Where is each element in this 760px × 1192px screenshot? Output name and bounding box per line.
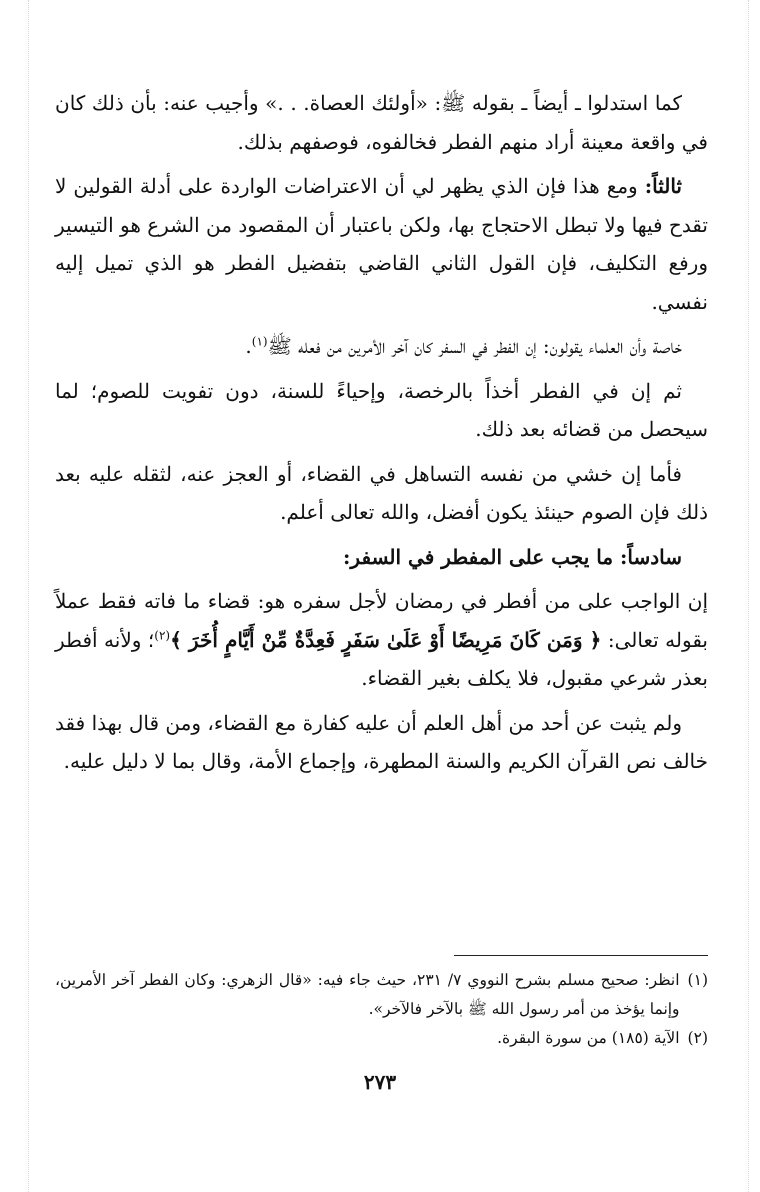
main-text (55, 84, 708, 787)
paragraph-3-text: خاصة وأن العلماء يقولون: إن الفطر في السفر كان آخر الأمرين من فعله ﷺ (267, 334, 682, 358)
paragraph-7: ولم يثبت عن أحد من أهل العلم أن عليه كفارة مع القضاء، ومن قال بهذا فقد خالف نص القرآن الكريم والسنة المطهرة، وإجماع الأمة، وقال بما لا دليل عليه. (55, 710, 708, 773)
paragraph-1: كما استدلوا ـ أيضاً ـ بقوله ﷺ: «أولئك العصاة. . .» وأجيب عنه: بأن ذلك كان في واقعة معينة أراد منهم الفطر فخالفوه، فوصفهم بذلك. (55, 91, 708, 154)
footnote-ref-1[interactable]: (١) (251, 334, 268, 349)
quran-verse: ﴿ وَمَن كَانَ مَرِيضًا أَوْ عَلَىٰ سَفَرٍ فَعِدَّةٌ مِّنْ أَيَّامٍ أُخَرَ ﴾ (170, 627, 602, 652)
paragraph-3-end: . (245, 334, 252, 358)
footnote-number: (٢) (687, 1029, 708, 1047)
footnote-text: انظر: صحيح مسلم بشرح النووي ٧/ ٢٣١، حيث جاء فيه: «قال الزهري: وكان الفطر آخر الأمرين، وإنما يؤخذ من أمر رسول الله ﷺ بالآخر فالآخر». (55, 971, 680, 1018)
paragraph-3 (55, 327, 708, 366)
footnote-number: (١) (687, 971, 708, 989)
paragraph-4: ثم إن في الفطر أخذاً بالرخصة، وإحياءً للسنة، دون تفويت للصوم؛ لما سيحصل من قضائه بعد ذلك. (55, 378, 708, 441)
paragraph-2-text: ومع هذا فإن الذي يظهر لي أن الاعتراضات الواردة على أدلة القولين لا تقدح فيها ولا تبطل الاحتجاج بها، ولكن باعتبار أن المقصود من الشرع هو التيسير ورفع التكليف، فإن القول الثاني القاضي بتفضيل الفطر هو الذي تميل إليه نفسي. (55, 174, 708, 314)
paragraph-6-rest: ؛ ولأنه أفطر بعذر شرعي مقبول، فلا يكلف بغير القضاء. (55, 627, 708, 690)
footnote-1 (55, 966, 708, 1024)
footnote-ref-2[interactable]: (٢) (154, 627, 171, 642)
paragraph-6 (55, 582, 708, 698)
page-number: ٢٧٣ (363, 1070, 397, 1094)
footnote-text: الآية (١٨٥) من سورة البقرة. (497, 1029, 680, 1047)
paragraph-2-lead: ثالثاً: (644, 174, 682, 198)
footnote-divider (454, 955, 708, 956)
paragraph-5: فأما إن خشي من نفسه التساهل في القضاء، أو العجز عنه، لثقله عليه بعد ذلك فإن الصوم حينئذ يكون أفضل، والله تعالى أعلم. (55, 461, 708, 524)
section-heading: سادساً: ما يجب على المفطر في السفر: (343, 544, 682, 569)
footnote-2 (55, 1024, 708, 1053)
paragraph-6-intro: إن الواجب على من أفطر في رمضان لأجل سفره هو: قضاء ما فاته فقط عملاً بقوله تعالى: (55, 589, 708, 652)
scan-edge-right (748, 0, 750, 1192)
footnotes (55, 966, 708, 1053)
scan-edge-left (28, 0, 30, 1192)
paragraph-2 (55, 167, 708, 321)
